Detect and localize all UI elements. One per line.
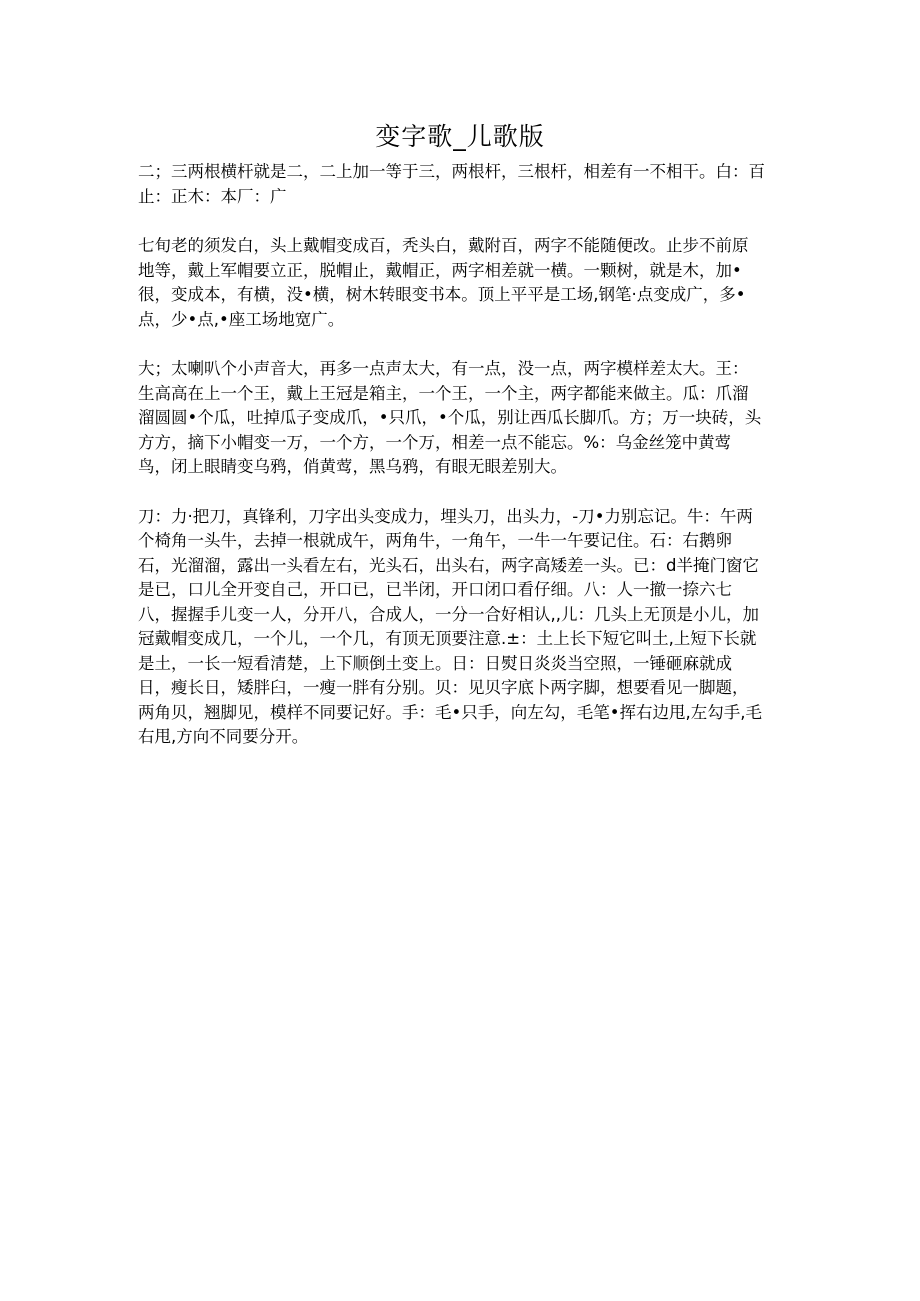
paragraph-1: 二；三两根横杆就是二，二上加一等于三，两根杆，三根杆，相差有一不相干。白：百 止：正木：本厂：广 <box>138 162 765 206</box>
paragraph-2: 七旬老的须发白，头上戴帽变成百，秃头白，戴附百，两字不能随便改。止步不前原 地等，戴上军帽要立正，脱帽止，戴帽正，两字相差就一横。一颗树，就是木，加• 很，变成本，有横，没•横，树木转眼变书本。顶上平平是工场,钢笔·点变成广，多• 点，少•点,•座工场地宽广。 <box>138 236 749 329</box>
document-body <box>138 160 786 775</box>
document-title: 变字歌_儿歌版 <box>375 122 545 151</box>
paragraph-3: 大；太喇叭个小声音大，再多一点声太大，有一点，没一点，两字模样差太大。王： 生高高在上一个王，戴上王冠是箱主，一个王，一个主，两字都能来做主。瓜：爪溜 溜圆圆•个瓜，吐掉瓜子变成爪，•只爪，•个瓜，别让西瓜长脚爪。方；万一块砖，头 方方，摘下小帽变一万，一个方，一个万，相差一点不能忘。%：乌金丝笼中黄莺 鸟，闭上眼睛变乌鸦，俏黄莺，黑乌鸦，有眼无眼差别大。 <box>138 359 762 476</box>
paragraph-4: 刀：力·把刀，真锋利，刀字出头变成力，埋头刀，出头力，-刀•力别忘记。牛：午两 个椅角一头牛，去掉一根就成午，两角牛，一角午，一牛一午要记住。石：右鹅卵 石，光溜溜，露出一头看左右，光头石，出头右，两字高矮差一头。已：d半掩门窗它 是已，口儿全开变自己，开口已，已半闭，开口闭口看仔细。八：人一撤一捺六七 八，握握手儿变一人，分开八，合成人，一分一合好相认,,儿：几头上无顶是小儿，加 冠戴帽变成几，一个儿，一个几，有顶无顶要注意.±：土上长下短它叫土,上短下长就 是土，一长一短看清楚，上下顺倒土变上。日：日熨日炎炎当空照，一锤砸麻就成 日，瘦长日，矮胖臼，一瘦一胖有分别。贝：见贝字底卜两字脚，想要看见一脚题， 两角贝，翘脚见，模样不同要记好。手：毛•只手，向左勾，毛笔•挥右边甩,左勾手,毛 右甩,方向不同要分开。 <box>138 506 762 746</box>
